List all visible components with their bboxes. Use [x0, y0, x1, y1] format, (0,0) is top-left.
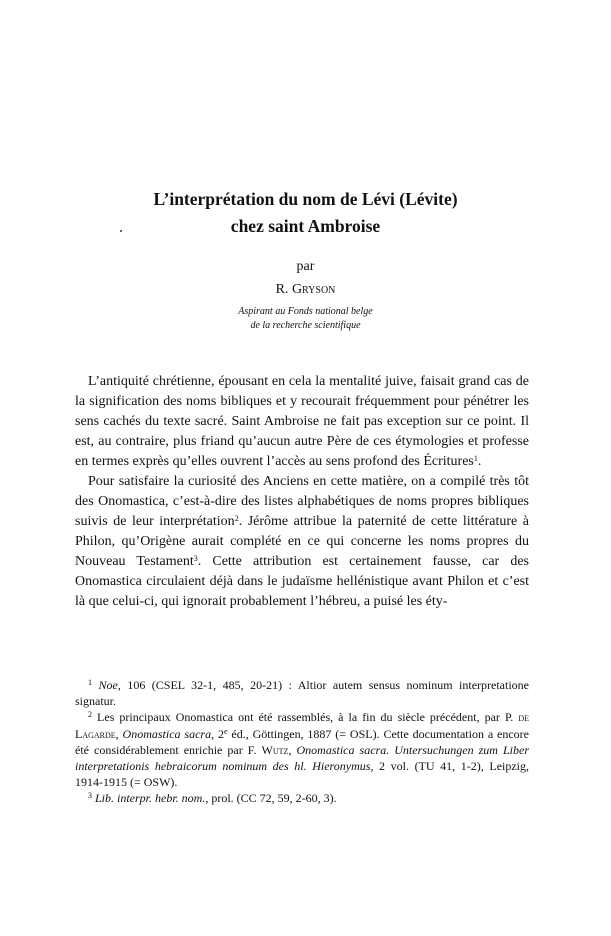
- footnote-3: [75, 790, 529, 806]
- footnote-2-text-4: éd., Göttingen, 1887 (= OSL). Cette documentation a encore été considérablement enrichie par F.: [75, 726, 529, 757]
- paragraph-1-text: L’antiquité chrétienne, épousant en cela la mentalité juive, faisait grand cas de la signification des noms bibliques et y recourait fréquemment pour pénétrer les sens cachés du texte sacré. Saint Ambroise ne fait pas exception sur ce point. Il est, au contraire, plus friand qu’aucun autre Père de ces étymologies et professe en termes exprès qu’elles ouvrent l’accès au sens profond des Écritures: [75, 374, 529, 469]
- footnote-ref-2[interactable]: 2: [234, 514, 239, 523]
- footnote-2-text-6: , 2 vol. (TU 41, 1-2), Leipzig, 1914-1915 (= OSW).: [75, 759, 530, 790]
- footnote-2-work-2: Onomastica sacra. Untersuchungen zum Liber interpretationis hebraicorum nominum des hl. Hieronymus: [75, 742, 530, 774]
- footnote-2-text-2: ,: [115, 726, 123, 741]
- article-title: [60, 186, 551, 240]
- footnote-1-work: Noe: [98, 678, 118, 692]
- paragraph-2-text-c: . Cette attribution est certainement fausse, car des Onomastica circulaient déjà dans le judaïsme hellénistique avant Philon et c’est là que celui-ci, qui ignorait probablement l’hébreu, a puisé les éty-: [75, 554, 529, 609]
- footnote-2: [75, 709, 529, 790]
- footnote-2-edition-superscript: e: [223, 726, 228, 736]
- author-affiliation: [0, 305, 611, 333]
- footnote-2-author-2: Wutz: [261, 742, 289, 757]
- paragraph-2-text-b: . Jérôme attribue la paternité de cette littérature à Philon, qu’Origène aurait complété en ce qui concerne les noms propres du Nouveau Testament: [75, 514, 529, 569]
- footnote-3-work: Lib. interpr. hebr. nom.: [95, 791, 206, 806]
- footnote-3-text: , prol. (CC 72, 59, 2-60, 3).: [205, 791, 337, 806]
- footnote-2-author-1: de Lagarde: [75, 710, 529, 741]
- title-line-1: L’interprétation du nom de Lévi (Lévite): [153, 189, 458, 209]
- footnote-1-number: 1: [88, 678, 92, 687]
- footnotes: [75, 677, 529, 807]
- footnote-2-text-3: , 2: [211, 726, 224, 741]
- paragraph-1-end: .: [477, 454, 482, 469]
- byline-par: par: [296, 259, 315, 274]
- author-surname: Gryson: [291, 282, 336, 297]
- affiliation-line-1: Aspirant au Fonds national belge: [238, 306, 373, 317]
- footnote-ref-1[interactable]: 1: [473, 454, 478, 463]
- paragraph-2-text-a: Pour satisfaire la curiosité des Anciens en cette matière, on a compilé très tôt des Onomastica, c’est-à-dire des listes alphabétiques de noms propres bibliques suivis de leur interprétation: [75, 474, 529, 529]
- author-initial: R.: [275, 282, 289, 297]
- footnote-2-work-1: Onomastica sacra: [122, 726, 212, 741]
- stray-dot: [120, 230, 122, 232]
- footnote-1-text: , 106 (CSEL 32-1, 485, 20-21) : Altior autem sensus nominum interpretatione signatur.: [75, 678, 529, 709]
- footnote-2-text-5: ,: [288, 742, 297, 757]
- footnote-3-number: 3: [88, 791, 92, 801]
- footnote-1: [75, 677, 529, 709]
- article-body: [75, 372, 529, 612]
- footnote-ref-3[interactable]: 3: [193, 554, 198, 563]
- author-name: [0, 282, 611, 298]
- paragraph-2: [75, 472, 529, 612]
- footnote-2-number: 2: [88, 710, 92, 720]
- affiliation-line-2: de la recherche scientifique: [250, 320, 361, 331]
- footnote-2-text-1: Les principaux Onomastica ont été rassemblés, à la fin du siècle précédent, par P.: [97, 710, 519, 725]
- title-line-2: chez saint Ambroise: [230, 216, 381, 236]
- paragraph-1: [75, 372, 529, 472]
